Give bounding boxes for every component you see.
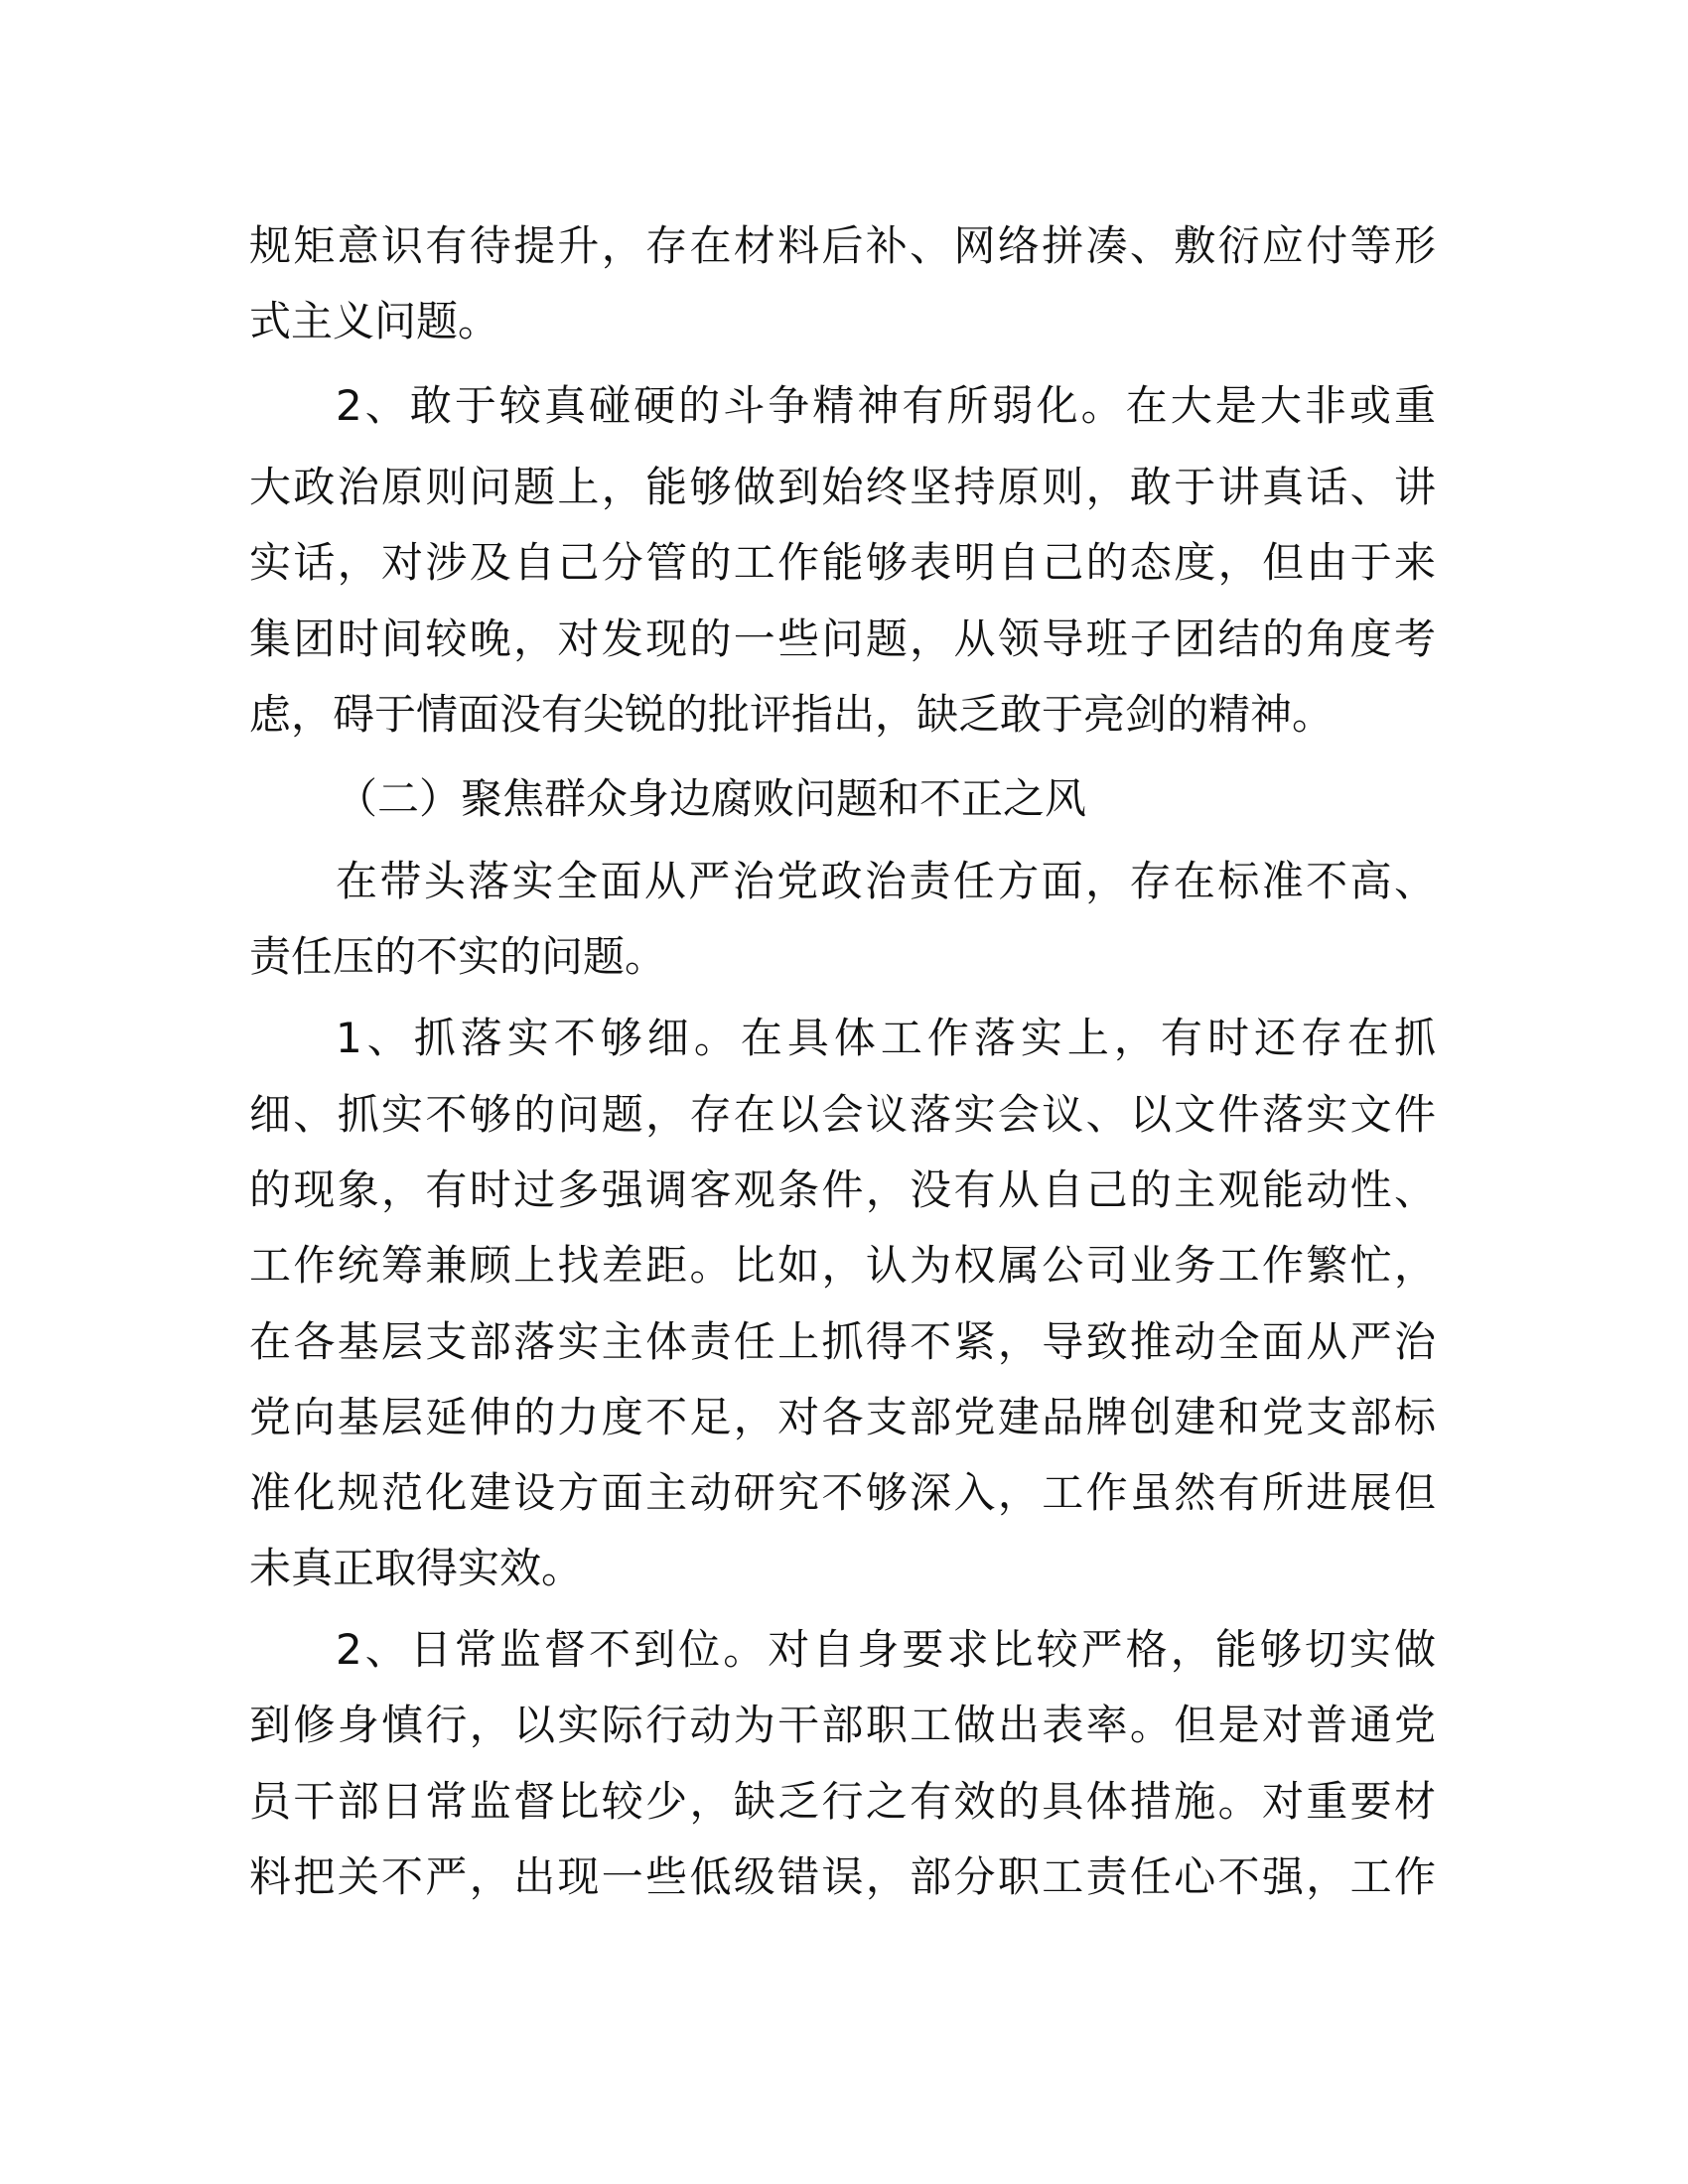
text-line: 到修身慎行，以实际行动为干部职工做出表率。但是对普通党 bbox=[249, 1701, 1436, 1749]
text-line: 细、抓实不够的问题，存在以会议落实会议、以文件落实文件 bbox=[249, 1090, 1436, 1139]
text-line: 式主义问题。 bbox=[249, 297, 500, 345]
text-line: 大政治原则问题上，能够做到始终坚持原则，敢于讲真话、讲 bbox=[249, 463, 1436, 511]
text-line: 虑，碍于情面没有尖锐的批评指出，缺乏敢于亮剑的精神。 bbox=[249, 690, 1335, 739]
text-line: 工作统筹兼顾上找差距。比如，认为权属公司业务工作繁忙， bbox=[249, 1241, 1436, 1290]
text-line: 员干部日常监督比较少，缺乏行之有效的具体措施。对重要材 bbox=[249, 1777, 1436, 1826]
text-line: 规矩意识有待提升，存在材料后补、网络拼凑、敷衍应付等形 bbox=[249, 221, 1436, 270]
section-heading: （二）聚焦群众身边腐败问题和不正之风 bbox=[336, 774, 1087, 823]
text-line: 料把关不严，出现一些低级错误，部分职工责任心不强，工作 bbox=[249, 1852, 1436, 1901]
text-line: 在各基层支部落实主体责任上抓得不紧，导致推动全面从严治 bbox=[249, 1317, 1436, 1366]
text-line: 党向基层延伸的力度不足，对各支部党建品牌创建和党支部标 bbox=[249, 1393, 1436, 1441]
text-line: 集团时间较晚，对发现的一些问题，从领导班子团结的角度考 bbox=[249, 614, 1436, 663]
paragraph-start-line: 1、抓落实不够细。在具体工作落实上，有时还存在抓 bbox=[336, 1014, 1436, 1062]
text-line: 准化规范化建设方面主动研究不够深入，工作虽然有所进展但 bbox=[249, 1468, 1436, 1517]
text-line: 实话，对涉及自己分管的工作能够表明自己的态度，但由于来 bbox=[249, 538, 1436, 587]
text-line: 的现象，有时过多强调客观条件，没有从自己的主观能动性、 bbox=[249, 1165, 1436, 1214]
paragraph-start-line: 2、敢于较真碰硬的斗争精神有所弱化。在大是大非或重 bbox=[336, 381, 1436, 430]
text-line: 未真正取得实效。 bbox=[249, 1544, 584, 1592]
text-line: 责任压的不实的问题。 bbox=[249, 932, 667, 981]
paragraph-start-line: 在带头落实全面从严治党政治责任方面，存在标准不高、 bbox=[336, 857, 1436, 905]
paragraph-start-line: 2、日常监督不到位。对自身要求比较严格，能够切实做 bbox=[336, 1625, 1436, 1674]
